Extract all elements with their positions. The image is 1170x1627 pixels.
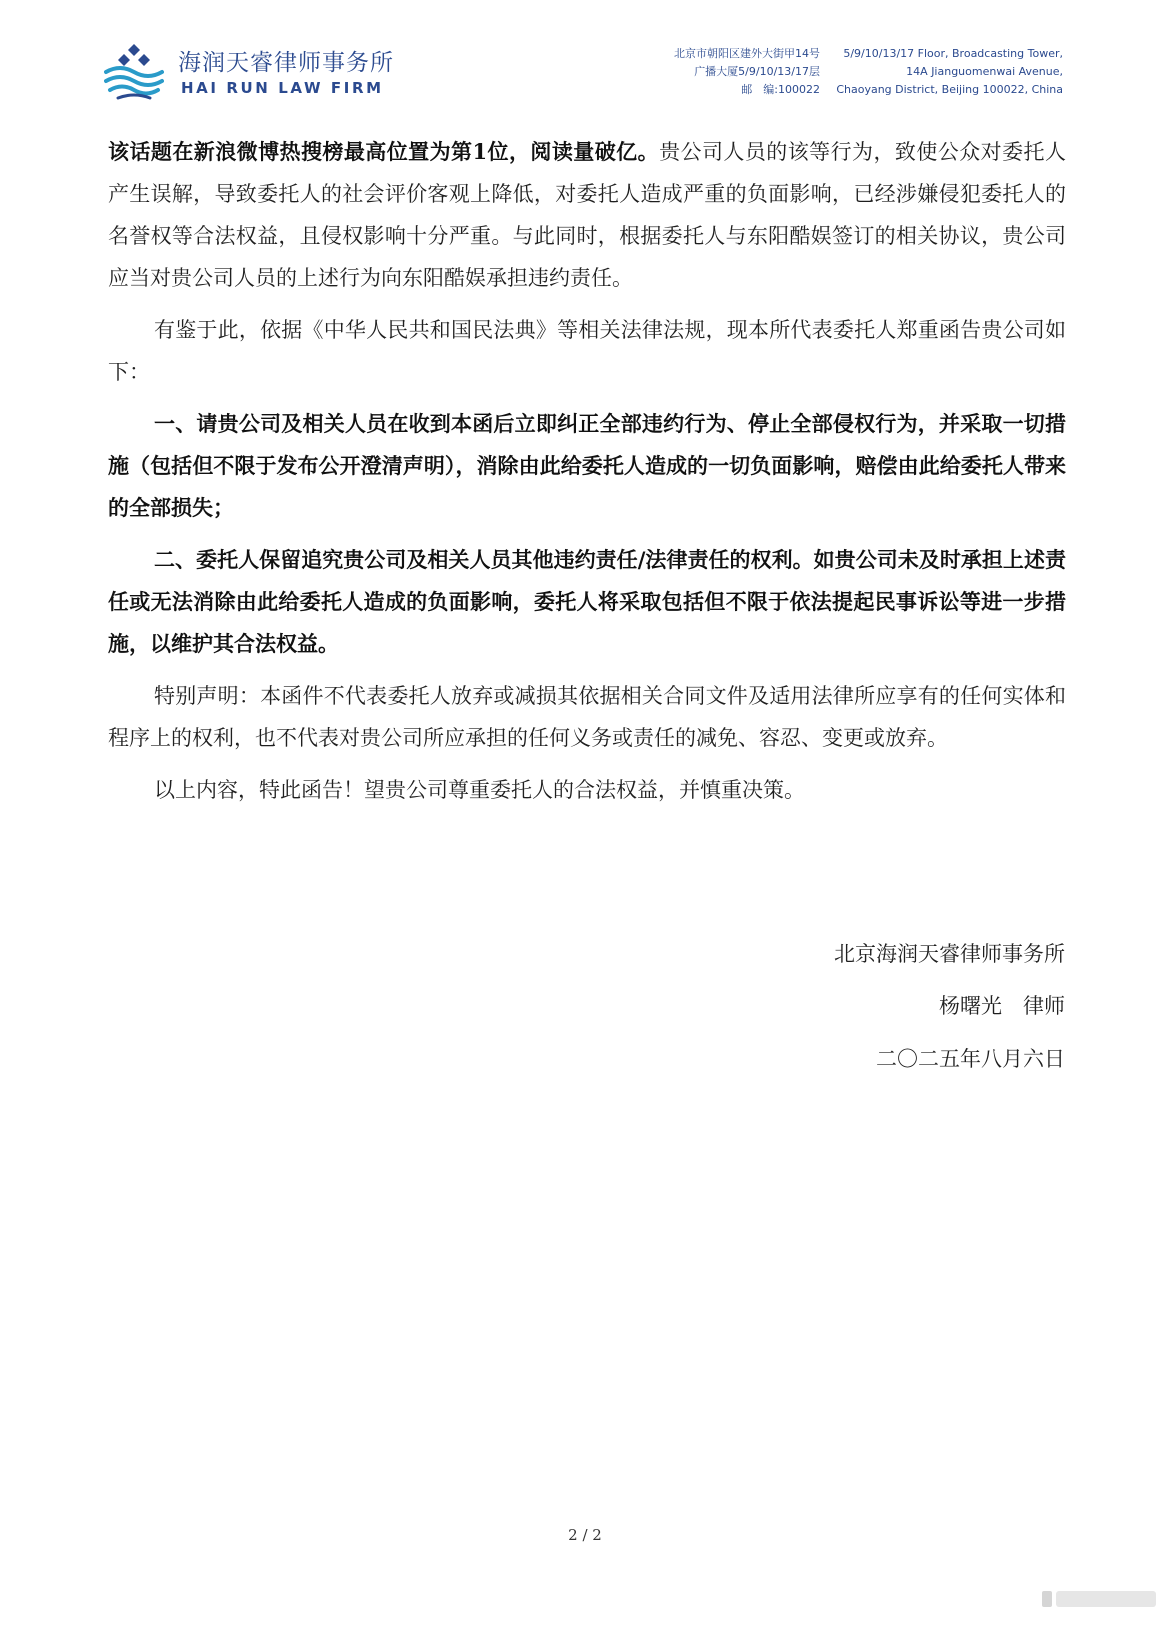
paragraph-closing: 以上内容，特此函告！望贵公司尊重委托人的合法权益，并慎重决策。: [154, 778, 805, 802]
signature-firm: 北京海润天睿律师事务所: [834, 942, 1065, 966]
address-en-line: 5/9/10/13/17 Floor, Broadcasting Tower,: [843, 47, 1063, 60]
address-cn-line: 广播大厦5/9/10/13/17层: [694, 65, 820, 78]
paragraph-demand-1: 一、请贵公司及相关人员在收到本函后立即纠正全部违约行为、停止全部侵权行为，并采取一切措施（包括但不限于发布公开澄清声明），消除由此给委托人造成的一切负面影响，赔偿由此给委托人带来的全部损失；: [108, 411, 1066, 520]
paragraph-2: 有鉴于此，依据《中华人民共和国民法典》等相关法律法规，现本所代表委托人郑重函告贵公司如下：: [108, 318, 1066, 384]
paragraph-1: [108, 131, 1066, 299]
firm-name-en: HAI RUN LAW FIRM: [181, 79, 384, 97]
paragraph-1-rest: 贵公司人员的该等行为，致使公众对委托人产生误解，导致委托人的社会评价客观上降低，对委托人造成严重的负面影响，已经涉嫌侵犯委托人的名誉权等合法权益，且侵权影响十分严重。与此同时，根据委托人与东阳酷娱签订的相关协议，贵公司应当对贵公司人员的上述行为向东阳酷娱承担违约责任。: [108, 140, 1066, 290]
address-cn-line: 北京市朝阳区建外大街甲14号: [674, 47, 820, 60]
paragraph-1-bold: 该话题在新浪微博热搜榜最高位置为第1位，阅读量破亿。: [108, 139, 660, 164]
address-cn: [620, 45, 820, 99]
paragraph-special-statement: 特别声明：本函件不代表委托人放弃或减损其依据相关合同文件及适用法律所应享有的任何实体和程序上的权利，也不代表对贵公司所应承担的任何义务或责任的减免、容忍、变更或放弃。: [108, 684, 1066, 750]
signature-lawyer: 杨曙光 律师: [939, 994, 1065, 1018]
address-cn-line: 邮 编:100022: [741, 83, 820, 96]
address-en-line: 14A Jianguomenwai Avenue,: [906, 65, 1063, 78]
signature-date: 二〇二五年八月六日: [876, 1047, 1065, 1071]
firm-name-cn: 海润天睿律师事务所: [178, 50, 394, 76]
page-number: 2 / 2: [568, 1526, 602, 1544]
letter-body: [108, 131, 1066, 821]
firm-logo-icon: [104, 42, 164, 100]
paragraph-demand-2: 二、委托人保留追究贵公司及相关人员其他违约责任/法律责任的权利。如贵公司未及时承担上述责任或无法消除由此给委托人造成的负面影响，委托人将采取包括但不限于依法提起民事诉讼等进一步措施，以维护其合法权益。: [108, 547, 1066, 656]
address-en-line: Chaoyang District, Beijing 100022, China: [836, 83, 1063, 96]
watermark-icon: [1040, 1587, 1160, 1611]
address-en: [830, 45, 1063, 99]
